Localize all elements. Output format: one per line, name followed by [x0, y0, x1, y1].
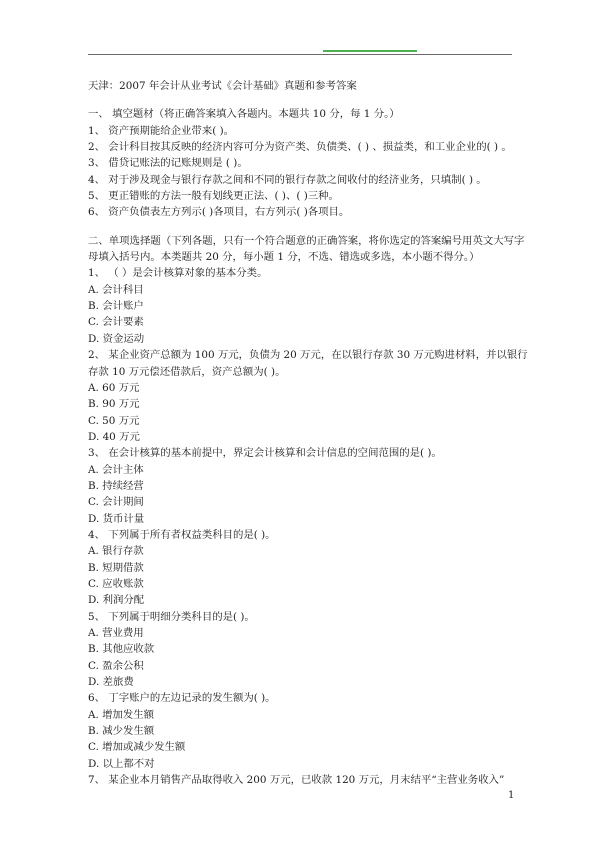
spacer — [88, 94, 528, 106]
fill-question: 5、 更正错账的方法一般有划线更正法、( )、( )三种。 — [88, 190, 339, 203]
fill-question: 1、 资产预期能给企业带来( )。 — [88, 124, 235, 137]
fill-question: 2、 会计科目按其反映的经济内容可分为资产类、负债类、( ) 、损益类，和工业企业的( ) 。 — [88, 141, 512, 154]
option: D. 以上都不对 — [88, 757, 155, 770]
question-text: 6、 丁字账户的左边记录的发生额为( )。 — [88, 692, 276, 705]
option: A. 营业费用 — [88, 627, 144, 639]
option: B. 减少发生额 — [88, 725, 155, 738]
document-title: 天津：2007 年会计从业考试《会计基础》真题和参考答案 — [88, 80, 357, 92]
option: C. 会计要素 — [88, 316, 144, 329]
option: C. 会计期间 — [88, 496, 144, 509]
option: C. 应收账款 — [88, 577, 144, 590]
page-number: 1 — [508, 790, 515, 801]
option: A. 增加发生额 — [88, 708, 155, 721]
question-text: 5、 下列属于明细分类科目的是( )。 — [88, 610, 255, 623]
header-rule — [88, 54, 512, 55]
document-body — [88, 78, 528, 788]
option: A. 会计科目 — [88, 283, 144, 296]
question-text: 7、 某企业本月销售产品取得收入 200 万元，已收款 120 万元，月末结平“主营业务收入” — [88, 774, 505, 787]
option: C. 增加或减少发生额 — [88, 741, 186, 754]
spacer — [88, 221, 528, 233]
option: B. 短期借款 — [88, 561, 144, 574]
option: A. 银行存款 — [88, 545, 144, 558]
question-text: 3、 在会计核算的基本前提中，界定会计核算和会计信息的空间范围的是( )。 — [88, 447, 442, 460]
question-text: 2、 某企业资产总额为 100 万元，负债为 20 万元，在以银行存款 30 万元购进材料，并以银行存款 10 万元偿还借款后，资产总额为( )。 — [88, 349, 528, 378]
option: A. 会计主体 — [88, 463, 144, 476]
option: C. 盈余公积 — [88, 659, 144, 672]
option: D. 差旅费 — [88, 676, 134, 689]
option: D. 货币计量 — [88, 512, 145, 525]
option: B. 持续经营 — [88, 479, 144, 492]
option: D. 资金运动 — [88, 332, 145, 345]
option: B. 会计账户 — [88, 300, 144, 313]
fill-question: 3、 借贷记账法的记账规则是 ( )。 — [88, 157, 248, 170]
option: A. 60 万元 — [88, 381, 140, 394]
option: D. 利润分配 — [88, 594, 145, 607]
option: D. 40 万元 — [88, 430, 140, 443]
green-accent-line — [323, 50, 417, 52]
option: B. 90 万元 — [88, 398, 140, 411]
section1-heading: 一、 填空题材（将正确答案填入各题内。本题共 10 分，每 1 分。） — [88, 108, 400, 121]
option: C. 50 万元 — [88, 414, 140, 427]
question-text: 4、 下列属于所有者权益类科目的是( )。 — [88, 528, 276, 541]
fill-question: 4、 对于涉及现金与银行存款之间和不同的银行存款之间收付的经济业务，只填制( ) 。 — [88, 173, 487, 186]
option: B. 其他应收款 — [88, 643, 155, 656]
question-text: 1、 （ ）是会计核算对象的基本分类。 — [88, 267, 268, 280]
section2-heading: 二、单项选择题（下列各题，只有一个符合题意的正确答案，将你选定的答案编号用英文大写字母填入括号内。本类题共 20 分，每小题 1 分，不选、错选或多选，本小题不得分。） — [88, 234, 525, 264]
fill-question: 6、 资产负债表左方列示( )各项目，右方列示( )各项目。 — [88, 206, 350, 219]
